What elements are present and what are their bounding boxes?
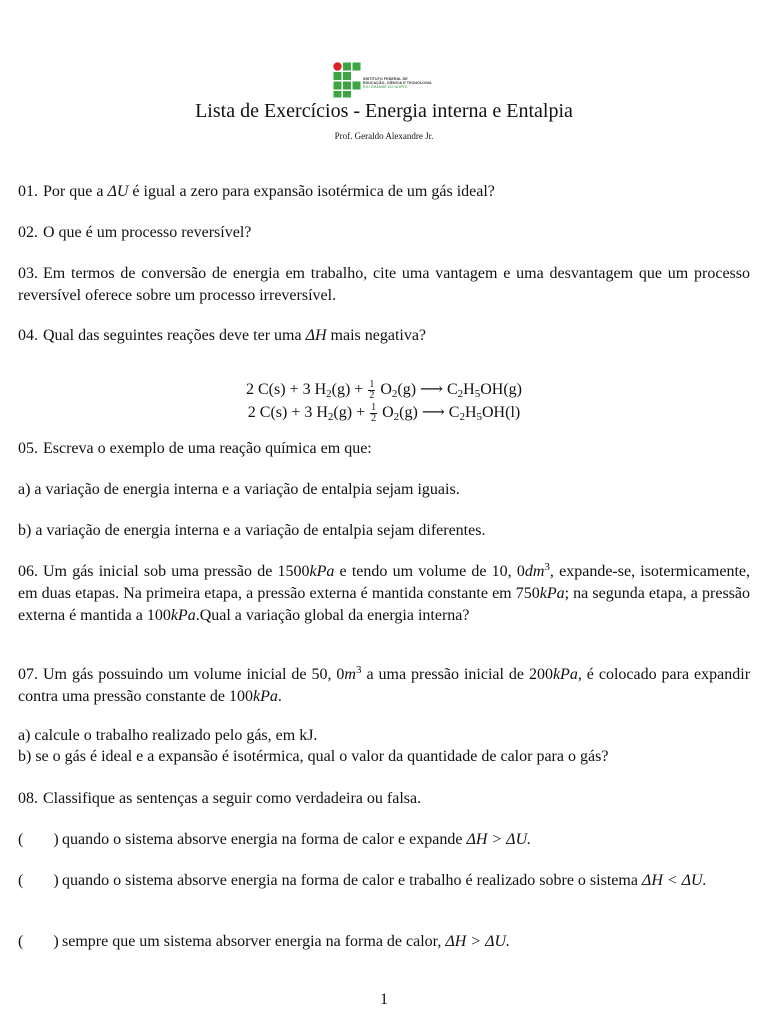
inequality: ΔH < ΔU. bbox=[641, 872, 707, 889]
statement-2 bbox=[18, 870, 750, 892]
logo-squares-icon bbox=[333, 62, 363, 98]
eq-text: (g) + bbox=[333, 404, 366, 422]
logo-line-1: INSTITUTO FEDERAL DE bbox=[363, 77, 408, 81]
subscript: 2 bbox=[457, 388, 464, 401]
reaction-equation-2: 2 C(s) + 3 $H_2(g)$ + $\frac{1}{2}$ $O_2(g)$ ⟶ $C_2H_5OH(l)$ bbox=[247, 402, 521, 424]
question-number: 04. bbox=[18, 327, 38, 344]
statement-text: quando o sistema absorve energia na forma de calor e trabalho é realizado sobre o sistema bbox=[62, 872, 638, 889]
question-02 bbox=[18, 222, 750, 244]
fraction-numerator: 1 bbox=[371, 402, 377, 413]
eq-text: 2 C(s) + 3 H bbox=[246, 381, 327, 399]
question-number: 05. bbox=[18, 440, 38, 457]
statement-text: quando o sistema absorve energia na forma de calor e expande bbox=[62, 831, 463, 848]
fraction-one-half bbox=[368, 380, 375, 401]
paren: ( bbox=[18, 872, 24, 889]
question-07-a: a) calcule o trabalho realizado pelo gás, em kJ. bbox=[18, 727, 318, 744]
question-05-a: a) a variação de energia interna e a variação de entalpia sejam iguais. bbox=[18, 481, 460, 498]
unit-kpa: kPa bbox=[539, 585, 565, 602]
question-number: 06. bbox=[18, 563, 38, 580]
document-title: Lista de Exercícios - Energia interna e Entalpia bbox=[195, 100, 573, 122]
statement-1 bbox=[18, 829, 750, 851]
paren: ( bbox=[18, 831, 24, 848]
question-text: , expande-se, isotermicamente, em duas etapas. Na primeira etapa, a pressão externa é mantida constante em 750 bbox=[18, 563, 750, 602]
answer-blank bbox=[18, 870, 62, 892]
question-text: .Qual a variação global da energia interna? bbox=[195, 607, 470, 624]
answer-blank bbox=[18, 829, 62, 851]
question-08 bbox=[18, 788, 750, 810]
eq-text: (g) ⟶ C bbox=[397, 381, 458, 399]
question-04 bbox=[18, 325, 750, 347]
subscript: 2 bbox=[327, 411, 334, 424]
question-text: é igual a zero para expansão isotérmica de um gás ideal? bbox=[132, 183, 495, 200]
delta-u-symbol: ΔU bbox=[107, 183, 129, 200]
question-number: 02. bbox=[18, 224, 38, 241]
unit-m: m bbox=[344, 666, 356, 683]
unit-kpa: kPa bbox=[309, 563, 335, 580]
paren: ) bbox=[53, 933, 59, 950]
question-06 bbox=[18, 561, 750, 627]
subscript: 2 bbox=[393, 411, 400, 424]
question-05-b: b) a variação de energia interna e a variação de entalpia sejam diferentes. bbox=[18, 522, 486, 539]
page-number: 1 bbox=[380, 991, 388, 1008]
question-text: Em termos de conversão de energia em trabalho, cite uma vantagem e uma desvantagem que um processo reversível oferece sobre um processo irreversível. bbox=[18, 265, 750, 304]
question-number: 07. bbox=[18, 666, 38, 683]
paren: ) bbox=[53, 831, 59, 848]
reaction-equation-1: 2 C(s) + 3 $H_2(g)$ + $\frac{1}{2}$ $O_2(g)$ ⟶ $C_2H_5OH(g)$ bbox=[246, 379, 522, 401]
eq-text: (g) ⟶ C bbox=[399, 404, 460, 422]
question-text: ; na segunda etapa, a pressão externa é mantida a 100 bbox=[18, 585, 750, 624]
unit-kpa: kPa bbox=[253, 688, 278, 705]
question-text: a uma pressão inicial de 200 bbox=[361, 666, 553, 683]
eq-text: OH(l) bbox=[482, 404, 521, 422]
question-text: Classifique as sentenças a seguir como verdadeira ou falsa. bbox=[43, 790, 422, 807]
delta-h-symbol: ΔH bbox=[305, 327, 327, 344]
question-text: O que é um processo reversível? bbox=[43, 224, 252, 241]
question-number: 08. bbox=[18, 790, 38, 807]
paren: ) bbox=[53, 872, 59, 889]
question-text: Escreva o exemplo de uma reação química em que: bbox=[43, 440, 372, 457]
question-text: Um gás inicial sob uma pressão de 1500 bbox=[43, 563, 310, 580]
eq-text: OH(g) bbox=[480, 381, 522, 399]
institution-logo bbox=[333, 62, 453, 98]
question-text: Um gás possuindo um volume inicial de 50, 0 bbox=[43, 666, 345, 683]
question-text: mais negativa? bbox=[330, 327, 427, 344]
statement-text: sempre que um sistema absorver energia na forma de calor, bbox=[62, 933, 442, 950]
question-03 bbox=[18, 263, 750, 307]
question-text: Por que a bbox=[43, 183, 104, 200]
question-07 bbox=[18, 664, 750, 708]
eq-text: O bbox=[380, 381, 392, 399]
paren: ( bbox=[18, 933, 24, 950]
eq-text: O bbox=[382, 404, 394, 422]
question-text: . bbox=[277, 688, 282, 705]
subscript: 2 bbox=[391, 388, 398, 401]
unit-kpa: kPa bbox=[170, 607, 196, 624]
question-number: 01. bbox=[18, 183, 38, 200]
logo-text bbox=[363, 77, 432, 90]
question-text: e tendo um volume de 10, 0 bbox=[334, 563, 525, 580]
subscript: 5 bbox=[476, 411, 482, 424]
author-line: Prof. Geraldo Alexandre Jr. bbox=[334, 131, 434, 141]
fraction-numerator: 1 bbox=[369, 379, 375, 390]
unit-dm: dm bbox=[524, 563, 545, 580]
inequality: ΔH > ΔU. bbox=[466, 831, 532, 848]
subscript: 2 bbox=[326, 388, 332, 401]
eq-text: 2 C(s) + 3 H bbox=[247, 404, 328, 422]
superscript: 3 bbox=[544, 561, 550, 573]
question-01 bbox=[18, 181, 750, 203]
unit-kpa: kPa bbox=[552, 666, 578, 683]
eq-text: (g) + bbox=[331, 381, 364, 399]
subscript: 2 bbox=[459, 411, 465, 424]
question-number: 03. bbox=[18, 265, 38, 282]
question-05 bbox=[18, 438, 750, 460]
inequality: ΔH > ΔU. bbox=[445, 933, 511, 950]
fraction-denominator: 2 bbox=[371, 413, 377, 424]
subscript: 5 bbox=[474, 388, 481, 401]
fraction-one-half bbox=[370, 403, 377, 424]
superscript: 3 bbox=[355, 664, 362, 676]
logo-line-2: EDUCAÇÃO, CIÊNCIA E TECNOLOGIA bbox=[363, 81, 432, 86]
question-text: , é colocado para expandir contra uma pressão constante de 100 bbox=[18, 666, 751, 705]
fraction-denominator: 2 bbox=[369, 390, 375, 401]
statement-3 bbox=[18, 931, 750, 953]
logo-line-3: RIO GRANDE DO NORTE bbox=[363, 85, 408, 90]
question-text: Qual das seguintes reações deve ter uma bbox=[43, 327, 302, 344]
answer-blank bbox=[18, 931, 62, 953]
question-07-b: b) se o gás é ideal e a expansão é isotérmica, qual o valor da quantidade de calor para o gás? bbox=[18, 748, 609, 765]
